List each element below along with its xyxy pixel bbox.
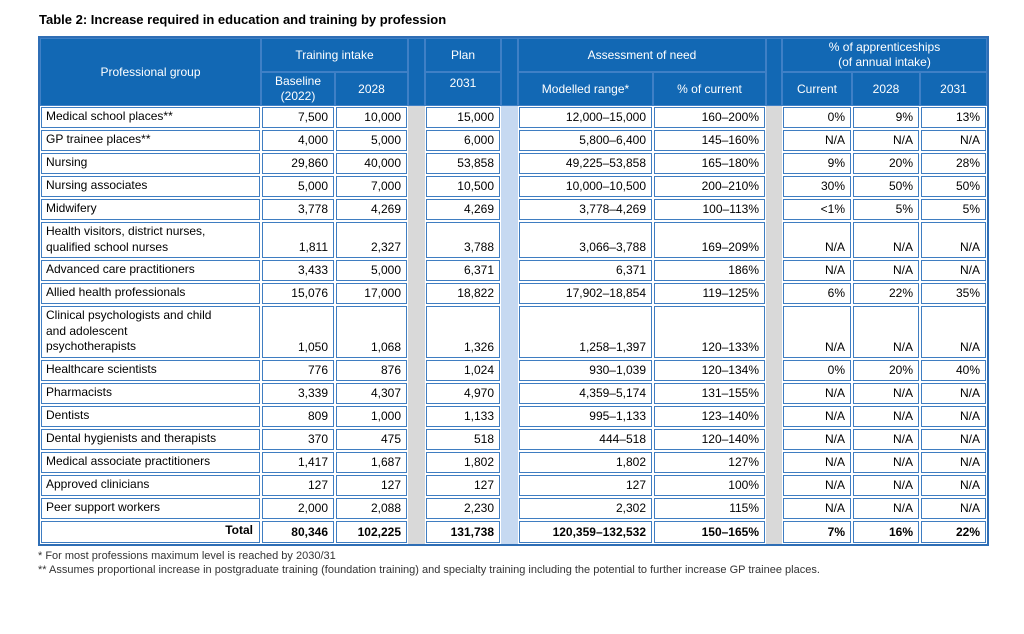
- value-cell: 169–209%: [654, 222, 765, 258]
- profession-cell: Dentists: [41, 406, 260, 427]
- value-cell: 13%: [921, 107, 986, 128]
- header-separator-3: [766, 38, 782, 106]
- profession-cell: Midwifery: [41, 199, 260, 220]
- value-cell: 123–140%: [654, 406, 765, 427]
- header-separator-2: [501, 38, 518, 106]
- profession-cell: Advanced care practitioners: [41, 260, 260, 281]
- value-cell: 3,066–3,788: [519, 222, 652, 258]
- value-cell: 100–113%: [654, 199, 765, 220]
- total-value-cell: 150–165%: [654, 521, 765, 543]
- value-cell: 3,339: [262, 383, 334, 404]
- value-cell: 6,371: [519, 260, 652, 281]
- value-cell: 131–155%: [654, 383, 765, 404]
- value-cell: 35%: [921, 283, 986, 304]
- value-cell: <1%: [783, 199, 851, 220]
- value-cell: N/A: [921, 452, 986, 473]
- header-apprenticeships: % of apprenticeships (of annual intake): [782, 38, 987, 72]
- education-training-table: [38, 36, 989, 546]
- value-cell: 6%: [783, 283, 851, 304]
- value-cell: 22%: [853, 283, 919, 304]
- value-cell: 4,269: [426, 199, 500, 220]
- value-cell: 3,788: [426, 222, 500, 258]
- table-title: Table 2: Increase required in education and training by profession: [39, 12, 447, 27]
- value-cell: 1,802: [426, 452, 500, 473]
- value-cell: 165–180%: [654, 153, 765, 174]
- value-cell: N/A: [783, 429, 851, 450]
- value-cell: 15,076: [262, 283, 334, 304]
- value-cell: 876: [336, 360, 407, 381]
- value-cell: 20%: [853, 360, 919, 381]
- value-cell: N/A: [783, 452, 851, 473]
- value-cell: N/A: [853, 429, 919, 450]
- total-value-cell: 102,225: [336, 521, 407, 543]
- total-label-cell: Total: [41, 521, 260, 543]
- value-cell: 7,000: [336, 176, 407, 197]
- value-cell: N/A: [853, 475, 919, 496]
- value-cell: N/A: [921, 406, 986, 427]
- value-cell: 2,302: [519, 498, 652, 519]
- value-cell: 5,000: [336, 130, 407, 151]
- value-cell: 1,326: [426, 306, 500, 358]
- value-cell: N/A: [853, 406, 919, 427]
- value-cell: 9%: [783, 153, 851, 174]
- value-cell: N/A: [783, 406, 851, 427]
- value-cell: 127: [262, 475, 334, 496]
- value-cell: 127: [336, 475, 407, 496]
- total-value-cell: 131,738: [426, 521, 500, 543]
- total-value-cell: 16%: [853, 521, 919, 543]
- header-apprenticeship-2028: 2028: [852, 72, 920, 106]
- value-cell: N/A: [853, 260, 919, 281]
- value-cell: 200–210%: [654, 176, 765, 197]
- value-cell: 50%: [853, 176, 919, 197]
- value-cell: 1,802: [519, 452, 652, 473]
- value-cell: 5%: [853, 199, 919, 220]
- value-cell: 776: [262, 360, 334, 381]
- value-cell: N/A: [853, 130, 919, 151]
- profession-cell: Health visitors, district nurses, qualified school nurses: [41, 222, 260, 258]
- header-modelled-range: Modelled range*: [518, 72, 653, 106]
- value-cell: N/A: [853, 222, 919, 258]
- profession-cell: Nursing associates: [41, 176, 260, 197]
- value-cell: N/A: [783, 498, 851, 519]
- value-cell: 444–518: [519, 429, 652, 450]
- value-cell: 2,000: [262, 498, 334, 519]
- value-cell: 2,327: [336, 222, 407, 258]
- value-cell: 2,088: [336, 498, 407, 519]
- value-cell: 10,000: [336, 107, 407, 128]
- value-cell: 5,800–6,400: [519, 130, 652, 151]
- profession-cell: GP trainee places**: [41, 130, 260, 151]
- value-cell: 4,970: [426, 383, 500, 404]
- value-cell: 28%: [921, 153, 986, 174]
- value-cell: 4,307: [336, 383, 407, 404]
- body-separator-gray-2: [766, 106, 782, 544]
- value-cell: 9%: [853, 107, 919, 128]
- value-cell: 186%: [654, 260, 765, 281]
- header-plan-2031: 2031: [425, 72, 501, 106]
- value-cell: 120–134%: [654, 360, 765, 381]
- value-cell: 119–125%: [654, 283, 765, 304]
- value-cell: 6,371: [426, 260, 500, 281]
- value-cell: N/A: [783, 383, 851, 404]
- value-cell: 6,000: [426, 130, 500, 151]
- value-cell: 49,225–53,858: [519, 153, 652, 174]
- value-cell: 20%: [853, 153, 919, 174]
- profession-cell: Peer support workers: [41, 498, 260, 519]
- value-cell: N/A: [853, 383, 919, 404]
- value-cell: 160–200%: [654, 107, 765, 128]
- value-cell: 809: [262, 406, 334, 427]
- profession-cell: Medical associate practitioners: [41, 452, 260, 473]
- body-separator-gray-1: [408, 106, 425, 544]
- value-cell: 7,500: [262, 107, 334, 128]
- total-value-cell: 120,359–132,532: [519, 521, 652, 543]
- value-cell: N/A: [921, 306, 986, 358]
- value-cell: 30%: [783, 176, 851, 197]
- value-cell: 15,000: [426, 107, 500, 128]
- value-cell: 120–133%: [654, 306, 765, 358]
- body-separator-blue: [501, 106, 518, 544]
- value-cell: 5%: [921, 199, 986, 220]
- profession-cell: Allied health professionals: [41, 283, 260, 304]
- profession-cell: Medical school places**: [41, 107, 260, 128]
- value-cell: 120–140%: [654, 429, 765, 450]
- value-cell: N/A: [921, 475, 986, 496]
- value-cell: 0%: [783, 360, 851, 381]
- total-value-cell: 7%: [783, 521, 851, 543]
- value-cell: N/A: [853, 452, 919, 473]
- value-cell: 1,417: [262, 452, 334, 473]
- header-baseline-2022: Baseline (2022): [261, 72, 335, 106]
- value-cell: N/A: [853, 306, 919, 358]
- value-cell: 29,860: [262, 153, 334, 174]
- value-cell: 1,687: [336, 452, 407, 473]
- value-cell: N/A: [853, 498, 919, 519]
- value-cell: 4,269: [336, 199, 407, 220]
- value-cell: 1,811: [262, 222, 334, 258]
- value-cell: N/A: [921, 498, 986, 519]
- value-cell: 100%: [654, 475, 765, 496]
- value-cell: 10,000–10,500: [519, 176, 652, 197]
- header-professional-group: Professional group: [40, 38, 261, 106]
- profession-cell: Dental hygienists and therapists: [41, 429, 260, 450]
- value-cell: N/A: [921, 222, 986, 258]
- value-cell: 10,500: [426, 176, 500, 197]
- value-cell: N/A: [783, 306, 851, 358]
- header-pct-of-current: % of current: [653, 72, 766, 106]
- value-cell: 0%: [783, 107, 851, 128]
- footnote-1: * For most professions maximum level is reached by 2030/31: [38, 549, 336, 562]
- value-cell: 5,000: [336, 260, 407, 281]
- value-cell: 1,050: [262, 306, 334, 358]
- value-cell: 4,000: [262, 130, 334, 151]
- header-apprenticeship-current: Current: [782, 72, 852, 106]
- value-cell: 40%: [921, 360, 986, 381]
- header-intake-2028: 2028: [335, 72, 408, 106]
- value-cell: N/A: [783, 475, 851, 496]
- profession-cell: Approved clinicians: [41, 475, 260, 496]
- profession-cell: Pharmacists: [41, 383, 260, 404]
- footnotes: [38, 549, 985, 578]
- profession-cell: Healthcare scientists: [41, 360, 260, 381]
- value-cell: 518: [426, 429, 500, 450]
- value-cell: N/A: [921, 383, 986, 404]
- value-cell: 115%: [654, 498, 765, 519]
- value-cell: 3,778: [262, 199, 334, 220]
- value-cell: 3,433: [262, 260, 334, 281]
- value-cell: N/A: [921, 260, 986, 281]
- value-cell: 5,000: [262, 176, 334, 197]
- value-cell: 40,000: [336, 153, 407, 174]
- value-cell: 4,359–5,174: [519, 383, 652, 404]
- value-cell: 18,822: [426, 283, 500, 304]
- value-cell: 995–1,133: [519, 406, 652, 427]
- value-cell: 3,778–4,269: [519, 199, 652, 220]
- value-cell: N/A: [921, 130, 986, 151]
- value-cell: 127: [426, 475, 500, 496]
- value-cell: N/A: [783, 260, 851, 281]
- value-cell: 50%: [921, 176, 986, 197]
- profession-cell: Clinical psychologists and child and adolescent psychotherapists: [41, 306, 260, 358]
- value-cell: 1,258–1,397: [519, 306, 652, 358]
- value-cell: 475: [336, 429, 407, 450]
- header-plan: Plan: [425, 38, 501, 72]
- value-cell: 2,230: [426, 498, 500, 519]
- value-cell: 1,068: [336, 306, 407, 358]
- header-separator-1: [408, 38, 425, 106]
- value-cell: 1,133: [426, 406, 500, 427]
- value-cell: 17,902–18,854: [519, 283, 652, 304]
- value-cell: 1,024: [426, 360, 500, 381]
- value-cell: 930–1,039: [519, 360, 652, 381]
- value-cell: 145–160%: [654, 130, 765, 151]
- profession-cell: Nursing: [41, 153, 260, 174]
- value-cell: 1,000: [336, 406, 407, 427]
- value-cell: 127%: [654, 452, 765, 473]
- value-cell: 127: [519, 475, 652, 496]
- value-cell: 370: [262, 429, 334, 450]
- header-assessment-of-need: Assessment of need: [518, 38, 766, 72]
- header-training-intake: Training intake: [261, 38, 408, 72]
- value-cell: N/A: [783, 222, 851, 258]
- total-value-cell: 22%: [921, 521, 986, 543]
- value-cell: 53,858: [426, 153, 500, 174]
- header-apprenticeship-2031: 2031: [920, 72, 987, 106]
- value-cell: N/A: [783, 130, 851, 151]
- value-cell: 17,000: [336, 283, 407, 304]
- value-cell: 12,000–15,000: [519, 107, 652, 128]
- footnote-2: ** Assumes proportional increase in postgraduate training (foundation training) and specialty training including the potential to further increase GP trainee places.: [38, 563, 820, 576]
- total-value-cell: 80,346: [262, 521, 334, 543]
- value-cell: N/A: [921, 429, 986, 450]
